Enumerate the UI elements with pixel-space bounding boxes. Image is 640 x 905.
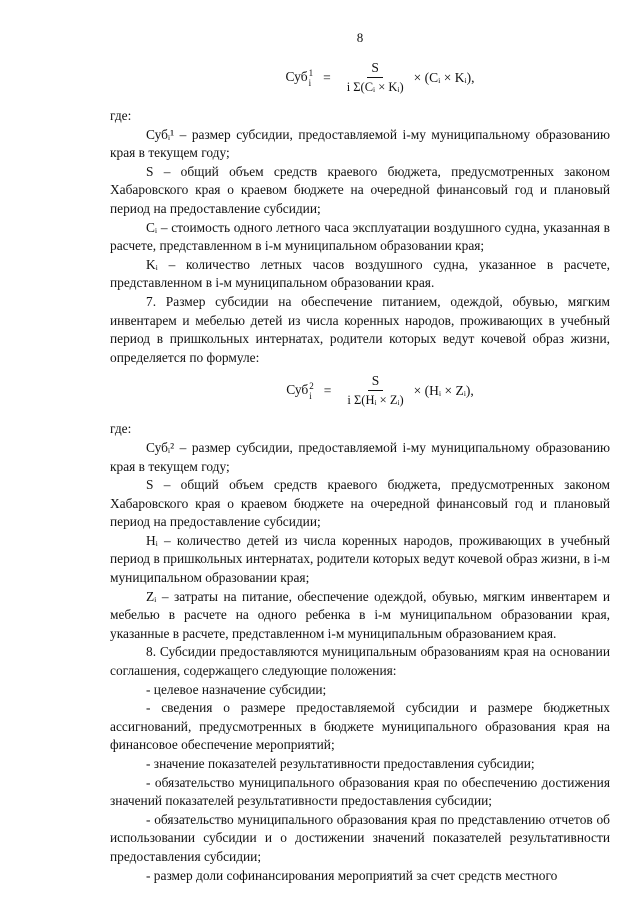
formula-lhs [286,381,314,401]
formula-tail: × (Cᵢ × Kᵢ), [413,69,475,85]
definition-h: Hᵢ – количество детей из числа коренных народов, проживающих в учебный период в пришкольных интернатах, родители которых ведут кочевой образ жизни, в i-м муниципальном образовании края; [110,532,611,586]
formula-subsidy-2 [110,373,610,408]
paragraph-8: 8. Субсидии предоставляются муниципальным образованиям края на основании соглашения, содержащего следующие положения: [110,644,610,679]
list-item: - обязательство муниципального образования края по представлению отчетов об использовании субсидии и о достижении значений показателей результативности предоставления субсидии; [110,811,610,864]
formula-equals: = [323,382,332,398]
formula-subsidy-1 [110,60,610,95]
list-item: - сведения о размере предоставляемой субсидии и размере бюджетных ассигнований, предусмотренных в бюджете муниципального образования края на финансовое обеспечение мероприятий; [110,700,610,753]
formula-numerator: S [367,60,383,78]
formula-tail: × (Hᵢ × Zᵢ), [413,382,474,398]
formula-subscript: i [308,77,312,88]
formula-numerator: S [368,373,384,391]
formula-lhs [285,68,313,88]
definition-subsidy-1: Субᵢ¹ – размер субсидии, предоставляемой i-му муниципальному образованию края в текущем году; [110,126,610,161]
definition-s: S – общий объем средств краевого бюджета, предусмотренных законом Хабаровского края о краевом бюджете на очередной финансовый год и плановый период на предоставление субсидии; [110,477,610,530]
definition-k: Kᵢ – количество летных часов воздушного судна, указанное в расчете, представленном в i-м муниципальном образовании края. [110,256,610,291]
formula-superscript: 2 [309,380,314,391]
page-number: 8 [356,30,364,45]
formula-fraction [343,373,407,408]
definition-subsidy-2: Субᵢ² – размер субсидии, предоставляемой i-му муниципальному образованию края в текущем году; [110,439,610,474]
document-page [110,30,610,885]
list-item: - обязательство муниципального образования края по обеспечению достижения значений показателей результативности предоставления субсидии; [110,774,610,809]
paragraph-7: 7. Размер субсидии на обеспечение питанием, одеждой, обувью, мягким инвентарем и мебелью детей из числа коренных народов, проживающих в учебный период в пришкольных интернатах, родители которых ведут кочевой образ жизни, определяется по формуле: [110,293,610,365]
list-item: - целевое назначение субсидии; [146,681,327,697]
definition-c: Cᵢ – стоимость одного летного часа эксплуатации воздушного судна, указанная в расчете, представленном в i-м муниципальном образовании края; [110,219,610,254]
definition-s: S – общий объем средств краевого бюджета, предусмотренных законом Хабаровского края о краевом бюджете на очередной финансовый год и плановый период на предоставление субсидии; [110,163,610,216]
list-item: - размер доли софинансирования мероприятий за счет средств местного [146,867,558,883]
formula-equals: = [323,69,331,85]
definition-z: Zᵢ – затраты на питание, обеспечение одеждой, обувью, мягким инвентарем и мебелью в расчете на одного ребенка в i-м муниципальном образовании края, указанные в расчете, представленном i-м муниципальным образованием края. [110,588,610,641]
list-item: - значение показателей результативности предоставления субсидии; [146,756,535,771]
formula-symbol: Суб [285,68,308,84]
formula-symbol: Суб [286,381,309,397]
formula-scripts [309,68,314,88]
formula-denominator: i Σ(Cᵢ × Kᵢ) [346,80,404,94]
formula-superscript: 1 [308,67,314,78]
formula-scripts [309,381,314,401]
where-label: где: [110,421,132,437]
formula-subscript: i [309,390,312,401]
formula-denominator: i Σ(Hᵢ × Zᵢ) [347,393,404,408]
formula-fraction [343,60,408,95]
where-label: где: [110,108,132,123]
